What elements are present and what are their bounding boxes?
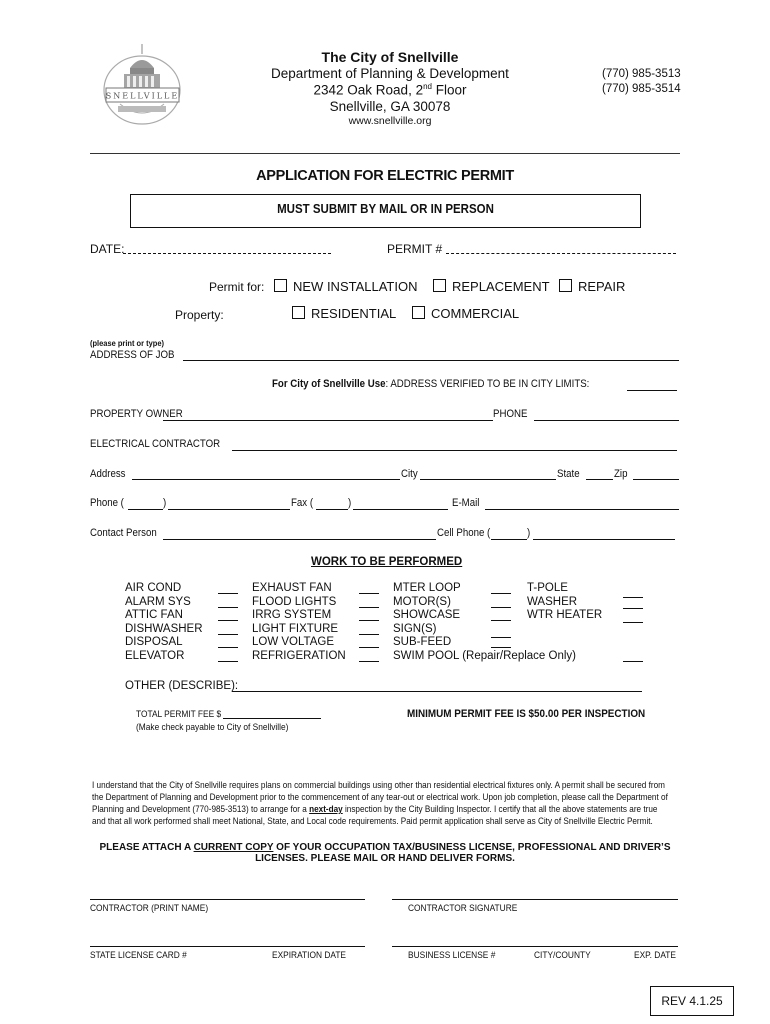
electrical-contractor-field[interactable] — [232, 450, 677, 451]
work-column-1 — [125, 582, 203, 663]
electrical-contractor-label: ELECTRICAL CONTRACTOR — [90, 438, 221, 450]
city-field[interactable] — [420, 479, 556, 480]
checkbox-repair[interactable] — [559, 279, 625, 294]
submit-notice-box — [130, 194, 641, 228]
attic-fan-blank[interactable] — [218, 620, 238, 621]
print-note: (please print or type) — [90, 338, 164, 348]
contact-person-label: Contact Person — [90, 527, 157, 539]
work-column-4 — [527, 582, 602, 623]
signs-blank[interactable] — [491, 637, 511, 638]
work-item: SIGN(S) — [393, 622, 437, 635]
replacement-label: REPLACEMENT — [452, 279, 550, 294]
contractor-phone-label: Phone ( — [90, 497, 124, 509]
property-label: Property: — [175, 308, 224, 322]
state-field[interactable] — [586, 479, 613, 480]
permit-number-field[interactable] — [446, 253, 676, 254]
wtr-heater-blank[interactable] — [623, 622, 643, 623]
work-item: ELEVATOR — [125, 649, 185, 662]
next-day-emphasis: next-day — [309, 804, 343, 815]
dishwasher-blank[interactable] — [218, 634, 238, 635]
city-use-text — [272, 378, 589, 390]
checkbox-replacement[interactable] — [433, 279, 550, 294]
owner-phone-field[interactable] — [534, 420, 679, 421]
sub-feed-blank[interactable] — [491, 647, 511, 648]
city-county-label: CITY/COUNTY — [534, 950, 591, 961]
contractor-print-name-field[interactable] — [90, 899, 365, 900]
attach-line-2: LICENSES. PLEASE MAIL OR HAND DELIVER FORMS. — [255, 853, 515, 864]
flood-lights-blank[interactable] — [359, 607, 379, 608]
cell-number-field[interactable] — [533, 539, 675, 540]
logo-wordmark: SNELLVILLE — [105, 91, 180, 101]
email-label: E-Mail — [452, 497, 480, 509]
work-item: MOTOR(S) — [393, 595, 451, 608]
work-item: DISPOSAL — [125, 636, 183, 648]
phone-close-paren: ) — [163, 497, 167, 509]
residential-label: RESIDENTIAL — [311, 306, 397, 321]
attach-notice — [0, 842, 770, 864]
cell-area-field[interactable] — [491, 539, 527, 540]
attach-b: OF YOUR OCCUPATION TAX/BUSINESS LICENSE, PROFESSIONAL AND DRIVER’S — [273, 842, 671, 853]
elevator-blank[interactable] — [218, 661, 238, 662]
address-tail: Floor — [431, 82, 467, 98]
work-item: IRRG SYSTEM — [252, 609, 332, 621]
work-item: FLOOD LIGHTS — [252, 595, 337, 608]
work-item: SUB-FEED — [393, 636, 452, 648]
showcase-blank[interactable] — [491, 620, 511, 621]
checkbox-icon — [274, 279, 287, 292]
notice-line-2: the Department of Planning and Development prior to the commencement of any tear-out or electrical work. Upon job completion, please call the Department of — [92, 792, 668, 803]
work-item: REFRIGERATION — [252, 649, 346, 662]
work-item: WASHER — [527, 595, 578, 608]
address-verified-field[interactable] — [627, 390, 677, 391]
work-column-2 — [252, 582, 346, 663]
exp-date-label: EXP. DATE — [634, 950, 676, 961]
city-use-bold: For City of Snellville Use — [272, 378, 386, 390]
motors-blank[interactable] — [491, 607, 511, 608]
exhaust-fan-blank[interactable] — [359, 593, 379, 594]
air-cond-blank[interactable] — [218, 593, 238, 594]
checkbox-icon — [559, 279, 572, 292]
disposal-blank[interactable] — [218, 647, 238, 648]
address-line: 2342 Oak Road, 2 — [313, 82, 424, 98]
permit-for-label: Permit for: — [209, 280, 265, 294]
phone-number-field[interactable] — [168, 509, 290, 510]
department-address — [200, 82, 580, 98]
city-logo — [100, 40, 185, 128]
irrg-system-blank[interactable] — [359, 620, 379, 621]
cell-close-paren: ) — [527, 527, 531, 539]
contractor-signature-field[interactable] — [392, 899, 678, 900]
alarm-sys-blank[interactable] — [218, 607, 238, 608]
mter-loop-blank[interactable] — [491, 593, 511, 594]
current-copy-emphasis: CURRENT COPY — [193, 842, 274, 853]
work-item: AIR COND — [125, 582, 182, 594]
city-use-label: : ADDRESS VERIFIED TO BE IN CITY LIMITS: — [385, 378, 590, 390]
fax-area-field[interactable] — [316, 509, 348, 510]
other-describe-field[interactable] — [232, 691, 642, 692]
t-pole-blank[interactable] — [623, 597, 643, 598]
website[interactable]: www.snellville.org — [348, 115, 432, 127]
revision-box — [650, 986, 734, 1016]
city-label: City — [401, 468, 418, 480]
address-of-job-label: ADDRESS OF JOB — [90, 349, 175, 361]
owner-phone-label: PHONE — [493, 408, 528, 420]
phone-number-1: (770) 985-3513 — [602, 68, 681, 80]
permit-number-label: PERMIT # — [387, 242, 443, 256]
expiration-date-label: EXPIRATION DATE — [272, 950, 347, 961]
commercial-label: COMMERCIAL — [431, 306, 520, 321]
certification-notice — [92, 780, 677, 828]
checkbox-icon — [292, 306, 305, 319]
repair-label: REPAIR — [578, 279, 626, 294]
minimum-permit-fee: MINIMUM PERMIT FEE IS $50.00 PER INSPECTION — [407, 708, 646, 720]
zip-field[interactable] — [633, 479, 679, 480]
checkbox-residential[interactable] — [292, 306, 396, 321]
submit-notice: MUST SUBMIT BY MAIL OR IN PERSON — [277, 202, 494, 216]
notice-line-3 — [92, 804, 677, 816]
low-voltage-blank[interactable] — [359, 647, 379, 648]
work-item: MTER LOOP — [393, 582, 461, 594]
work-item: T-POLE — [527, 582, 568, 594]
email-field[interactable] — [485, 509, 679, 510]
work-item: SHOWCASE — [393, 609, 461, 621]
checkbox-new-installation[interactable] — [274, 279, 417, 294]
work-item: ATTIC FAN — [125, 609, 183, 621]
work-item: LOW VOLTAGE — [252, 636, 335, 648]
business-license-label: BUSINESS LICENSE # — [408, 950, 496, 961]
checkbox-icon — [412, 306, 425, 319]
department-name: Department of Planning & Development — [271, 66, 509, 81]
contractor-signature-label: CONTRACTOR SIGNATURE — [408, 903, 518, 914]
contractor-print-name-label: CONTRACTOR (PRINT NAME) — [90, 903, 209, 914]
address-superscript: nd — [423, 82, 432, 91]
property-owner-label: PROPERTY OWNER — [90, 408, 183, 420]
notice-line-4: and that all work performed shall meet National, State, and Local code requirements. Paid permit application shall serve as City of Snellville Electric Permit. — [92, 816, 653, 827]
work-item: ALARM SYS — [125, 595, 191, 608]
fax-label: Fax ( — [291, 497, 314, 509]
notice-line-1: I understand that the City of Snellville requires plans on commercial buildings using other than residential electrical fixtures only. A permit shall be secured from — [92, 780, 665, 791]
zip-label: Zip — [614, 468, 628, 480]
notice-line-3b: inspection by the City Building Inspector. I certify that all the above statements are true — [342, 804, 658, 815]
notice-line-3a: Planning and Development (770-985-3513) to arrange for a — [92, 804, 310, 815]
work-item: LIGHT FIXTURE — [252, 622, 339, 635]
total-permit-fee-field[interactable] — [223, 718, 321, 719]
revision-label: REV 4.1.25 — [661, 994, 723, 1008]
new-installation-label: NEW INSTALLATION — [293, 279, 418, 294]
fax-close-paren: ) — [348, 497, 352, 509]
phone-area-field[interactable] — [128, 509, 163, 510]
city-state-zip: Snellville, GA 30078 — [329, 99, 451, 114]
work-item: SWIM POOL (Repair/Replace Only) — [393, 649, 576, 662]
phone-number-2: (770) 985-3514 — [602, 83, 681, 95]
swim-pool-blank[interactable] — [623, 661, 643, 662]
attach-line-1 — [0, 842, 770, 853]
date-label: DATE: — [90, 242, 125, 256]
total-permit-fee-label: TOTAL PERMIT FEE $ — [136, 709, 222, 720]
work-item: DISHWASHER — [125, 622, 203, 635]
address-label: Address — [90, 468, 126, 480]
state-label: State — [557, 468, 580, 480]
contact-person-field[interactable] — [163, 539, 436, 540]
cell-phone-label: Cell Phone ( — [437, 527, 491, 539]
header-divider — [90, 153, 680, 154]
form-title: APPLICATION FOR ELECTRIC PERMIT — [256, 168, 514, 184]
checkbox-icon — [433, 279, 446, 292]
fax-number-field[interactable] — [353, 509, 448, 510]
refrigeration-blank[interactable] — [359, 661, 379, 662]
property-owner-field[interactable] — [163, 420, 493, 421]
work-item: WTR HEATER — [527, 609, 603, 621]
date-field[interactable] — [123, 253, 331, 254]
city-name: The City of Snellville — [321, 49, 459, 65]
address-field[interactable] — [132, 479, 400, 480]
light-fixture-blank[interactable] — [359, 634, 379, 635]
state-license-label: STATE LICENSE CARD # — [90, 950, 187, 961]
check-payable-note: (Make check payable to City of Snellville) — [136, 722, 289, 733]
washer-blank[interactable] — [623, 608, 643, 609]
work-title: WORK TO BE PERFORMED — [311, 556, 463, 568]
checkbox-commercial[interactable] — [412, 306, 519, 321]
attach-a: PLEASE ATTACH A — [99, 842, 194, 853]
state-license-field[interactable] — [90, 946, 365, 947]
business-license-field[interactable] — [392, 946, 678, 947]
other-describe-label: OTHER (DESCRIBE): — [125, 680, 239, 692]
work-item: EXHAUST FAN — [252, 582, 332, 594]
address-of-job-field[interactable] — [183, 360, 679, 361]
